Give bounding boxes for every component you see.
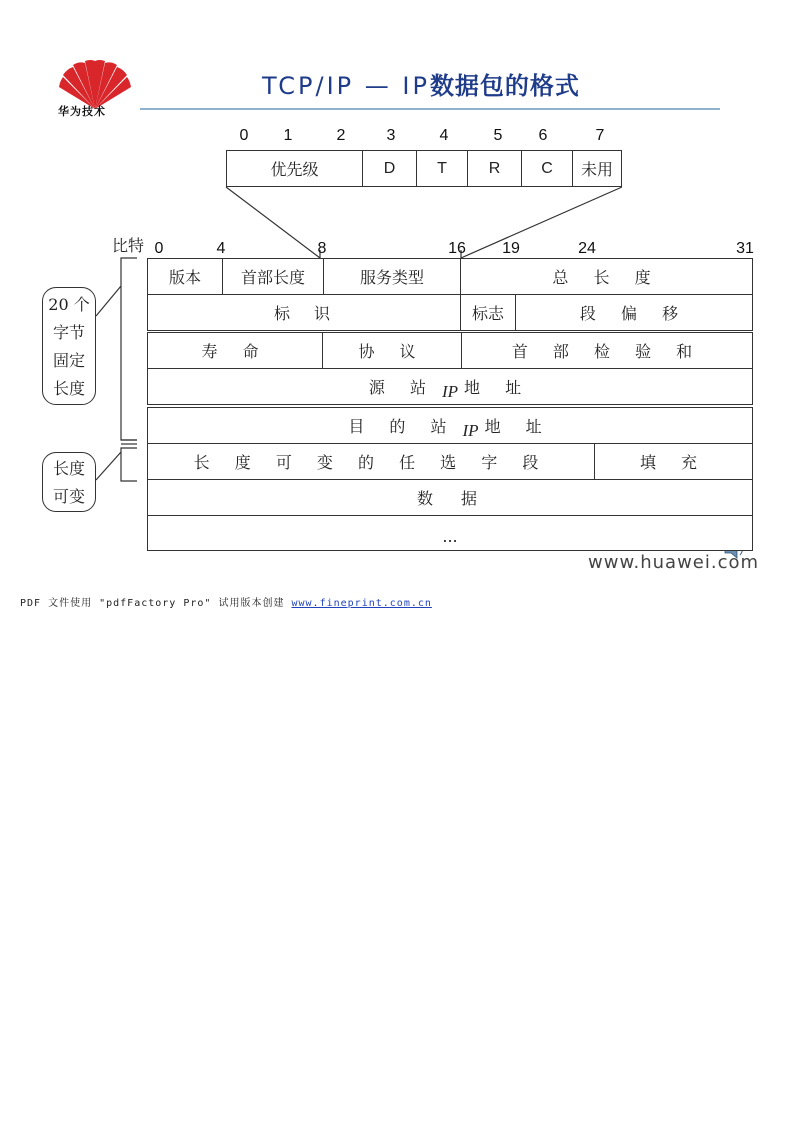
field-data: 数 据 [147,479,753,516]
callout-line: 长度 [52,459,85,478]
field-total-length: 总 长 度 [460,258,753,295]
field-flags: 标志 [460,294,516,331]
field-service-type: 服务类型 [323,258,461,295]
tos-bit-number: 2 [336,127,346,144]
logo-text: 华为技术 [58,105,106,118]
field-options: 长 度 可 变 的 任 选 字 段 [147,443,595,480]
field-version: 版本 [147,258,223,295]
dest-ip-label: 目 的 站 [348,417,457,436]
callout-line: 字节 [52,323,85,342]
tos-bit-number: 4 [439,127,449,144]
tos-field-unused: 未用 [572,150,622,187]
field-protocol: 协 议 [322,332,462,369]
tos-field-d: D [362,150,417,187]
field-data-continued: ... [147,515,753,551]
field-source-ip [147,368,753,405]
title-prefix: TCP/IP — IP [262,72,430,100]
callout-variable-length [42,452,96,512]
field-ttl: 寿 命 [147,332,323,369]
huawei-watermark: www.huawei.com [588,552,760,573]
footer-text: PDF 文件使用 "pdfFactory Pro" 试用版本创建 [20,598,285,609]
callout-line: 20 个 [48,295,90,314]
bit-label: 比特 [112,236,145,255]
callout-line: 长度 [52,379,85,398]
field-header-length: 首部长度 [222,258,324,295]
source-ip-suffix: 地 址 [464,378,532,397]
callout-line: 固定 [52,351,85,370]
tos-bit-number: 6 [538,127,548,144]
tos-bit-number: 3 [386,127,396,144]
tos-bit-number: 0 [239,127,249,144]
field-padding: 填 充 [594,443,753,480]
pdf-footer [20,594,432,609]
source-ip-abbr: IP [441,381,459,401]
title-suffix: 数据包的格式 [429,72,580,100]
bit-number: 16 [448,240,466,257]
dest-ip-abbr: IP [462,420,479,440]
bit-number: 8 [317,240,327,257]
bit-number: 0 [154,240,164,257]
bit-number: 4 [216,240,226,257]
bit-number: 19 [502,240,520,257]
footer-link[interactable]: www.fineprint.com.cn [291,598,432,609]
tos-bit-number: 1 [283,127,293,144]
bit-number: 31 [736,240,754,257]
field-destination-ip [147,407,753,444]
source-ip-label: 源 站 [368,378,436,397]
bit-number: 24 [578,240,596,257]
field-header-checksum: 首 部 检 验 和 [461,332,753,369]
field-identification: 标 识 [147,294,461,331]
dest-ip-suffix: 地 址 [484,417,552,436]
tos-bit-number: 7 [595,127,605,144]
tos-field-t: T [416,150,468,187]
tos-field-r: R [467,150,522,187]
tos-field-c: C [521,150,573,187]
tos-bit-number: 5 [493,127,503,144]
tos-field-precedence: 优先级 [226,150,363,187]
field-fragment-offset: 段 偏 移 [515,294,753,331]
callout-fixed-20-bytes [42,287,96,405]
callout-line: 可变 [52,487,85,506]
